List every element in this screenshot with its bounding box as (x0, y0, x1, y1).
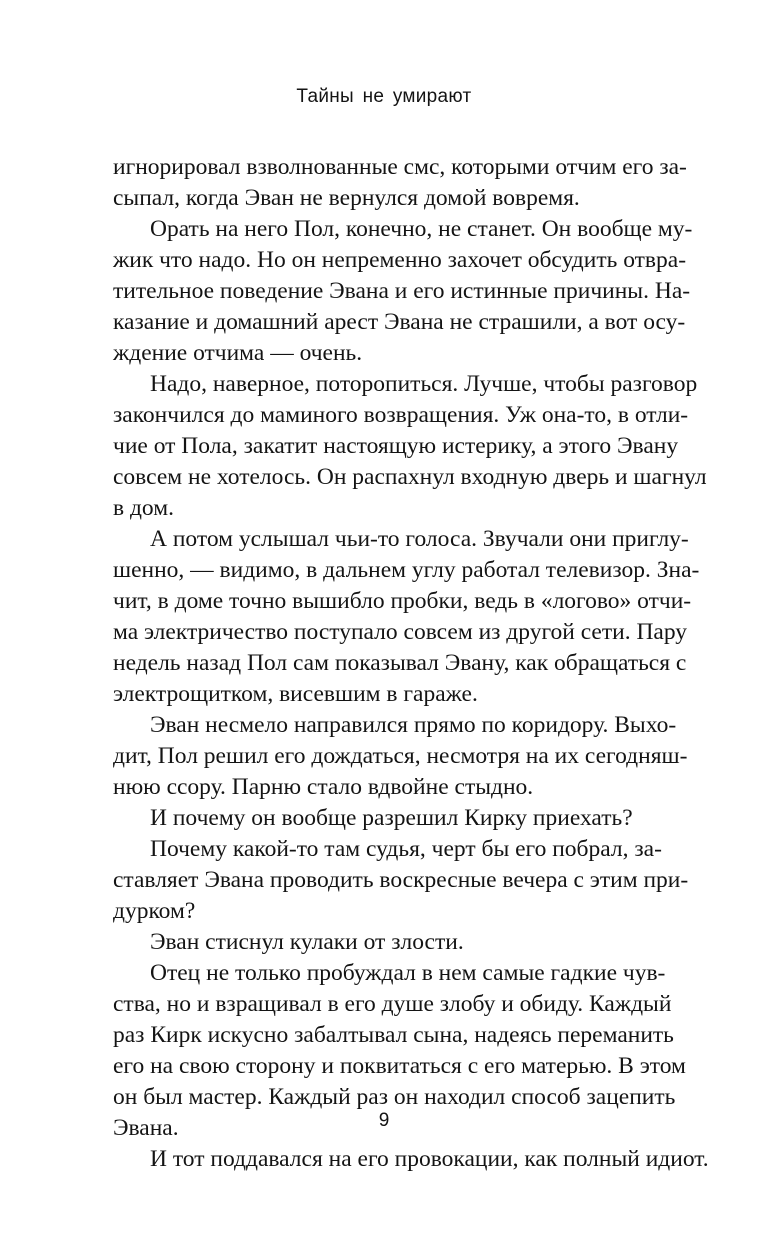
text-line: ства, но и взращивал в его душе злобу и обиду. Каждый (113, 991, 672, 1017)
paragraph (113, 369, 707, 524)
text-line: совсем не хотелось. Он распахнул входную дверь и шагнул (113, 464, 707, 490)
paragraph (113, 1144, 709, 1175)
text-line: ждение отчима — очень. (113, 340, 363, 366)
text-line: Эван стиснул кулаки от злости. (150, 929, 464, 955)
text-line: казание и домашний арест Эвана не страшили, а вот осу- (113, 309, 686, 335)
body-text (113, 152, 709, 1175)
text-line: игнорировал взволнованные смс, которыми отчим его за- (113, 154, 687, 180)
text-line: И почему он вообще разрешил Кирку приехать? (150, 805, 633, 831)
text-line: нюю ссору. Парню стало вдвойне стыдно. (113, 774, 534, 800)
text-line: Отец не только пробуждал в нем самые гадкие чув- (150, 960, 666, 986)
text-line: Эвана. (113, 1115, 179, 1141)
text-line: дурком? (113, 898, 196, 924)
text-line: его на свою сторону и поквитаться с его матерью. В этом (113, 1053, 686, 1079)
paragraph (113, 152, 687, 214)
text-line: ставляет Эвана проводить воскресные вечера с этим при- (113, 867, 689, 893)
text-line: тительное поведение Эвана и его истинные причины. На- (113, 278, 691, 304)
text-line: недель назад Пол сам показывал Эвану, как обращаться с (113, 650, 687, 676)
paragraph (113, 834, 689, 927)
text-line: Орать на него Пол, конечно, не станет. Он вообще му- (150, 216, 693, 242)
text-line: Надо, наверное, поторопиться. Лучше, чтобы разговор (150, 371, 698, 397)
paragraph (113, 214, 693, 369)
text-line: сыпал, когда Эван не вернулся домой вовремя. (113, 185, 580, 211)
text-line: А потом услышал чьи-то голоса. Звучали они приглу- (150, 526, 689, 552)
text-line: Эван несмело направился прямо по коридору. Выхо- (150, 712, 677, 738)
text-line: электрощитком, висевшим в гараже. (113, 681, 478, 707)
text-line: в дом. (113, 495, 174, 521)
paragraph (113, 803, 658, 834)
text-line: Почему какой-то там судья, черт бы его побрал, за- (150, 836, 662, 862)
text-line: жик что надо. Но он непременно захочет обсудить отвра- (113, 247, 687, 273)
text-line: шенно, — видимо, в дальнем углу работал телевизор. Зна- (113, 557, 700, 583)
text-line: чие от Пола, закатит настоящую истерику, а этого Эвану (113, 433, 679, 459)
text-line: ма электричество поступало совсем из другой сети. Пару (113, 619, 688, 645)
running-head: Тайны не умирают (296, 86, 472, 107)
text-line: он был мастер. Каждый раз он находил способ зацепить (113, 1084, 676, 1110)
paragraph (113, 524, 700, 710)
text-line: чит, в доме точно вышибло пробки, ведь в «логово» отчи- (113, 588, 692, 614)
text-line: раз Кирк искусно забалтывал сына, надеясь переманить (113, 1022, 674, 1048)
text-line: дит, Пол решил его дождаться, несмотря на их сегодняш- (113, 743, 688, 769)
page-number: 9 (378, 1110, 390, 1131)
paragraph (113, 710, 688, 803)
text-line: И тот поддавался на его провокации, как полный идиот. (150, 1146, 709, 1172)
text-line: закончился до маминого возвращения. Уж она-то, в отли- (113, 402, 689, 428)
paragraph (113, 927, 658, 958)
